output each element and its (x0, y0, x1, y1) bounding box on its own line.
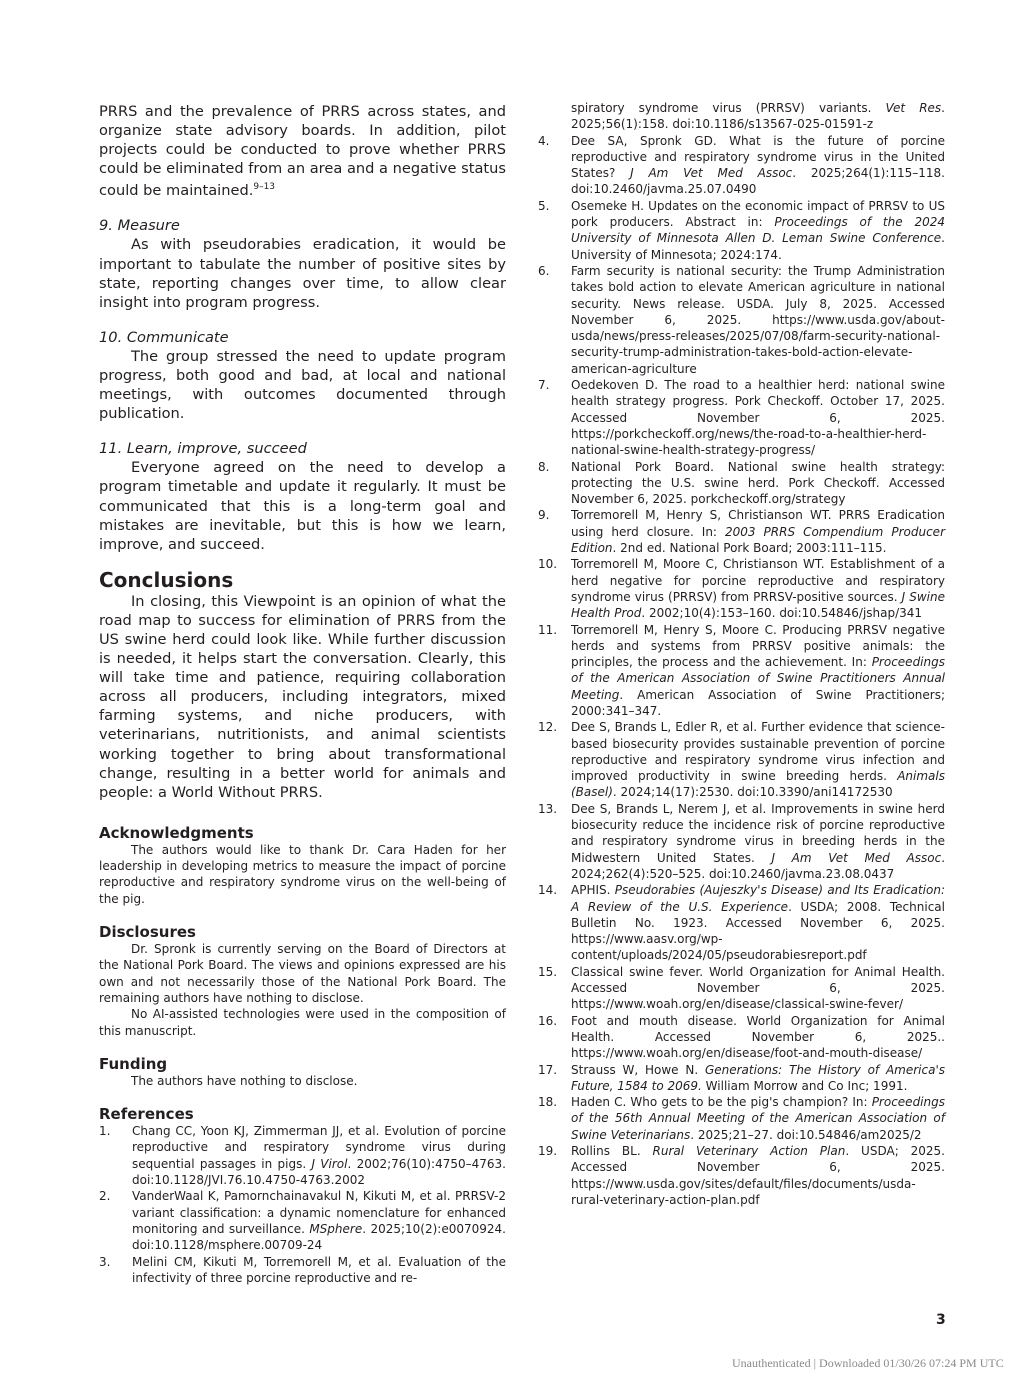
reference-italic-title: 2003 PRRS Compendium Producer Edition (571, 524, 946, 556)
reference-segment: Dee SA, Spronk GD. What is the future of porcine reproductive and respiratory syndrome virus in the United States? (571, 133, 945, 181)
reference-text (571, 622, 945, 720)
references-list-right (538, 100, 945, 1208)
reference-segment: Haden C. Who gets to be the pig's champion? In: (571, 1095, 872, 1110)
subsection-paragraph: As with pseudorabies eradication, it would be important to tabulate the number of positive sites by state, reporting changes over time, to allow clear insight into program progress. (99, 236, 506, 311)
reference-number: 19. (538, 1144, 558, 1158)
reference-number: 9. (538, 508, 550, 523)
reference-segment: Strauss W, Howe N. (571, 1062, 705, 1077)
intro-paragraph (99, 102, 506, 200)
reference-italic-title: Proceedings of the American Association of Swine Practitioners Annual Meeting (571, 655, 945, 702)
reference-text (571, 198, 945, 263)
reference-text (571, 1062, 945, 1095)
reference-text (571, 133, 945, 198)
page-number: 3 (936, 1312, 946, 1328)
reference-number: 14. (538, 883, 558, 898)
reference-number: 17. (538, 1062, 558, 1077)
reference-segment: Melini CM, Kikuti M, Torremorell M, et al. Evaluation of the infectivity of three porcine reproductive and re- (132, 1254, 506, 1285)
reference-italic-title: Generations: The History of America's Future, 1584 to 2069. (571, 1062, 946, 1093)
reference-segment: . 2024;14(17):2530. doi:10.3390/ani14172530 (612, 785, 893, 800)
reference-number: 4. (538, 133, 550, 148)
reference-item (538, 622, 945, 720)
reference-segment: Classical swine fever. World Organization for Animal Health. Accessed November 6, 2025. https://www.woah.org/en/disease/classical-swine-fever/ (571, 964, 945, 1012)
reference-italic-title: J Am Vet Med Assoc (771, 850, 942, 865)
funding-text: The authors have nothing to disclose. (131, 1073, 358, 1088)
reference-segment: spiratory syndrome virus (PRRSV) variants. (571, 101, 886, 115)
reference-number: 11. (538, 622, 558, 637)
reference-item (538, 556, 945, 621)
reference-number: 1. (99, 1124, 111, 1139)
reference-segment: . 2025;56(1):158. doi:10.1186/s13567-025-01591-z (571, 101, 945, 132)
reference-italic-title: J Swine Health Prod (571, 589, 945, 621)
reference-item (538, 100, 945, 133)
reference-text (132, 1254, 506, 1287)
reference-item (538, 882, 945, 963)
reference-segment: Rollins BL. (571, 1144, 653, 1158)
download-footer: Unauthenticated | Downloaded 01/30/26 07:24 PM UTC (732, 1356, 1004, 1370)
reference-text (132, 1123, 506, 1188)
reference-segment: APHIS. (571, 883, 615, 898)
reference-text (571, 377, 945, 458)
reference-number: 8. (538, 459, 550, 474)
reference-segment: National Pork Board. National swine health strategy: protecting the U.S. swine herd. Pork Checkoff. Accessed November 6, 2025. porkcheckoff.org/strategy (571, 459, 945, 507)
references-heading: References (99, 1105, 194, 1124)
reference-segment: . 2025;264(1):115–118. doi:10.2460/javma.25.07.0490 (571, 166, 945, 197)
reference-segment: . 2025;21–27. doi:10.54846/am2025/2 (690, 1127, 922, 1142)
reference-item (538, 1013, 945, 1062)
acknowledgments-text: The authors would like to thank Dr. Cara Haden for her leadership in developing metrics to measure the impact of porcine reproductive and respiratory syndrome virus on the well-being of the pig. (99, 842, 506, 906)
reference-italic-title: J Virol (311, 1156, 348, 1171)
intro-text: PRRS and the prevalence of PRRS across states, and organize state advisory boards. In addition, pilot projects could be conducted to prove whether PRRS could be eliminated from an area and a negative status could be maintained. (99, 103, 506, 200)
reference-item (538, 1094, 945, 1143)
reference-item (99, 1123, 506, 1188)
reference-item (538, 1062, 945, 1095)
reference-segment: Osemeke H. Updates on the economic impact of PRRSV to US pork producers. Abstract in: (571, 198, 945, 230)
reference-italic-title: Vet Res (885, 101, 942, 115)
reference-segment: . 2025;10(2):e0070924. doi:10.1128/msphere.00709-24 (132, 1221, 506, 1253)
reference-item (538, 801, 945, 882)
reference-number: 16. (538, 1013, 558, 1028)
reference-text (571, 882, 945, 963)
reference-number: 12. (538, 720, 558, 735)
reference-text (571, 100, 945, 133)
reference-italic-title: MSphere (309, 1221, 363, 1236)
subsection-heading: 10. Communicate (99, 328, 229, 346)
reference-italic-title: Animals (Basel) (571, 769, 945, 800)
reference-segment: . USDA; 2008. Technical Bulletin No. 1923. Accessed November 6, 2025. https://www.aasv.org/wp-content/uploads/2024/05/pseudorabiesreport.pdf (571, 899, 945, 963)
reference-text (571, 1143, 945, 1208)
reference-segment: . USDA; 2025. Accessed November 6, 2025. https://www.usda.gov/sites/default/files/documents/usda-rural-veterinary-action-plan.pdf (571, 1144, 945, 1207)
reference-segment: Dee S, Brands L, Nerem J, et al. Improvements in swine herd biosecurity reduce the incidence risk of porcine reproductive and respiratory syndrome virus in breeding herds in the Midwestern United States. (571, 801, 945, 865)
conclusions-paragraph: In closing, this Viewpoint is an opinion of what the road map to success for elimination of PRRS from the US swine herd could look like. While further discussion is needed, it helps start the conversation. Clearly, this will take time and patience, requiring collaboration across all producers, including integrators, mixed farming systems, and niche producers, with veterinarians, nutritionists, and animal scientists working together to bring about transformational change, resulting in a better world for animals and people: a World Without PRRS. (99, 592, 506, 801)
right-column (538, 100, 945, 1208)
reference-item (538, 719, 945, 800)
subsection-paragraph: The group stressed the need to update program progress, both good and bad, at local and national meetings, with outcomes documented through publication. (99, 347, 506, 423)
reference-text (571, 1094, 945, 1143)
reference-segment: . University of Minnesota; 2024:174. (571, 231, 945, 262)
reference-segment: Torremorell M, Moore C, Christianson WT. Establishment of a herd negative for porcine reproductive and respiratory syndrome virus (PRRSV) from PRRSV-positive sources. (571, 557, 945, 604)
reference-item (538, 964, 945, 1013)
reference-italic-title: Proceedings of the 56th Annual Meeting of the American Association of Swine Veterinarians (571, 1095, 945, 1142)
citation-superscript: 9–13 (253, 182, 276, 193)
reference-text (571, 507, 945, 556)
reference-number: 13. (538, 801, 558, 816)
reference-italic-title: Rural Veterinary Action Plan (652, 1144, 846, 1158)
reference-item (538, 133, 945, 198)
reference-segment: . 2002;76(10):4750–4763. doi:10.1128/JVI.76.10.4750-4763.2002 (132, 1156, 506, 1188)
reference-text (571, 801, 945, 882)
reference-segment: . 2nd ed. National Pork Board; 2003:111–115. (612, 541, 887, 556)
subsection-paragraph: Everyone agreed on the need to develop a program timetable and update it regularly. It must be communicated that this is a long-term goal and mistakes are inevitable, but this is how we learn, improve, and succeed. (99, 459, 506, 553)
subsection-heading: 9. Measure (99, 217, 180, 235)
reference-item (538, 459, 945, 508)
reference-number: 10. (538, 557, 558, 572)
reference-text (571, 964, 945, 1013)
reference-text (571, 1013, 945, 1062)
reference-segment: Oedekoven D. The road to a healthier herd: national swine health strategy progress. Pork Checkoff. October 17, 2025. Accessed November 6, 2025. https://porkcheckoff.org/news/the-road-to-a-healthier-herd-national-swine-health-strategy-progress/ (571, 378, 945, 458)
reference-segment: Torremorell M, Henry S, Moore C. Producing PRRSV negative herds and systems from PRRSV positive animals: the principles, the process and the achievement. In: (571, 622, 945, 670)
reference-text (571, 263, 945, 377)
reference-segment: Dee S, Brands L, Edler R, et al. Further evidence that science-based biosecurity provides sustainable prevention of porcine reproductive and respiratory syndrome virus infection and improved productivity in swine breeding herds. (571, 720, 945, 784)
reference-number: 5. (538, 198, 550, 213)
reference-segment: . American Association of Swine Practitioners; 2000:341–347. (571, 687, 945, 718)
reference-item (538, 263, 945, 377)
reference-number: 2. (99, 1189, 111, 1204)
reference-segment: Torremorell M, Henry S, Christianson WT. PRRS Eradication using herd closure. In: (571, 508, 945, 539)
subsection-heading: 11. Learn, improve, succeed (99, 440, 307, 458)
reference-italic-title: Proceedings of the 2024 University of Minnesota Allen D. Leman Swine Conference (571, 215, 946, 246)
reference-number: 6. (538, 263, 550, 278)
reference-number: 18. (538, 1095, 558, 1110)
reference-segment: William Morrow and Co Inc; 1991. (701, 1078, 908, 1093)
reference-text (571, 719, 945, 800)
reference-item (99, 1254, 506, 1287)
references-list-left (99, 1123, 506, 1286)
reference-number: 15. (538, 964, 558, 979)
acknowledgments-heading: Acknowledgments (99, 823, 254, 842)
disclosures-text-ai: No AI-assisted technologies were used in the composition of this manuscript. (99, 1007, 506, 1038)
conclusions-heading: Conclusions (99, 567, 234, 592)
reference-segment: Chang CC, Yoon KJ, Zimmerman JJ, et al. Evolution of porcine reproductive and respiratory syndrome virus during sequential passages in pigs. (132, 1124, 506, 1171)
reference-item (538, 507, 945, 556)
reference-number: 7. (538, 378, 550, 393)
reference-segment: . 2002;10(4):153–160. doi:10.54846/jshap/341 (641, 606, 923, 621)
reference-item (538, 198, 945, 263)
reference-segment: . 2024;262(4):520–525. doi:10.2460/javma.23.08.0437 (571, 850, 946, 881)
reference-item (538, 1143, 945, 1208)
reference-segment: VanderWaal K, Pamornchainavakul N, Kikuti M, et al. PRRSV-2 variant classification: a dynamic nomenclature for enhanced monitoring and surveillance. (132, 1189, 506, 1236)
reference-segment: Farm security is national security: the Trump Administration takes bold action to elevate American agriculture in national security. News release. USDA. July 8, 2025. Accessed November 6, 2025. https://www.usda.gov/about-usda/news/press-releases/2025/07/08/farm-security-national-security-trump-administration-takes-bold-action-elevate-american-agriculture (571, 263, 945, 376)
reference-text (132, 1188, 506, 1253)
reference-item (99, 1188, 506, 1253)
disclosures-text: Dr. Spronk is currently serving on the Board of Directors at the National Pork Board. The views and opinions expressed are his own and not necessarily those of the National Pork Board. The remaining authors have nothing to disclose. (99, 942, 506, 1005)
reference-text (571, 556, 945, 621)
funding-heading: Funding (99, 1054, 168, 1073)
reference-italic-title: Pseudorabies (Aujeszky's Disease) and Its Eradication: A Review of the U.S. Experience (571, 883, 945, 914)
reference-number: 3. (99, 1254, 111, 1269)
left-column (99, 102, 506, 1286)
reference-text (571, 459, 945, 508)
disclosures-heading: Disclosures (99, 923, 196, 942)
reference-italic-title: J Am Vet Med Assoc (630, 166, 793, 181)
reference-segment: Foot and mouth disease. World Organization for Animal Health. Accessed November 6, 2025.. https://www.woah.org/en/disease/foot-and-mouth-disease/ (571, 1013, 945, 1061)
reference-item (538, 377, 945, 458)
